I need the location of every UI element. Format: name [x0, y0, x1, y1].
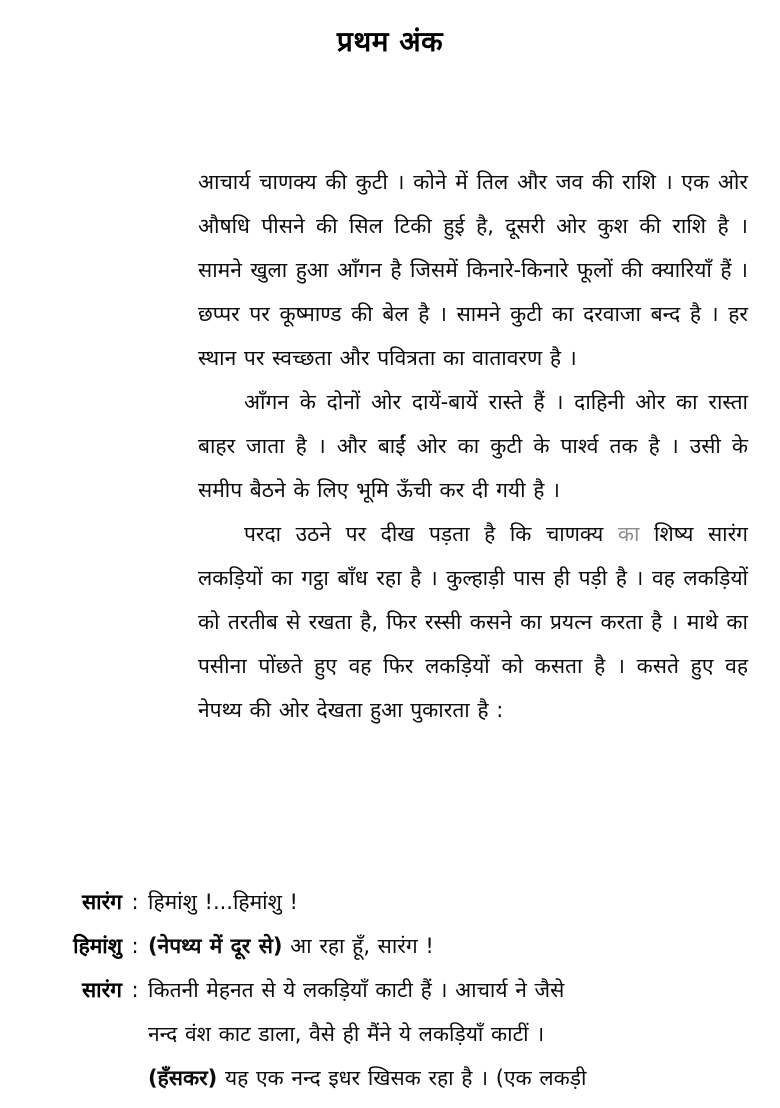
speech-text-line-2: नन्द वंश काट डाला, वैसे ही मैंने ये लकड़ियाँ काटीं । [148, 1022, 545, 1046]
speaker-name: सारंग [81, 890, 122, 914]
speech-text-remainder: आ रहा हूँ, सारंग ! [282, 934, 434, 958]
stage-direction-paragraph-2: आँगन के दोनों ओर दायें-बायें रास्ते हैं । दाहिनी ओर का रास्ता बाहर जाता है । और बाईं ओर का कुटी के पार्श्व तक है । उसी के समीप बैठने के लिए भूमि ऊँची कर दी गयी है । [198, 390, 748, 502]
inline-stage-direction: (नेपथ्य में दूर से) [148, 934, 283, 958]
speaker-colon: : [131, 978, 139, 1002]
stage-directions-block [198, 160, 748, 732]
inline-stage-direction: (हँसकर) [148, 1066, 218, 1090]
speech-text-line-1: कितनी मेहनत से ये लकड़ियाँ काटी हैं । आचार्य ने जैसे [148, 978, 565, 1002]
speaker-colon: : [131, 934, 139, 958]
speech-text: हिमांशु !...हिमांशु ! [148, 890, 298, 914]
dialogue-line [28, 968, 758, 1100]
speech-text [148, 924, 758, 968]
speaker-name: हिमांशु [73, 934, 122, 958]
dialogue-line [28, 924, 758, 968]
dialogue-block [28, 880, 758, 1100]
speaker-colon: : [131, 890, 139, 914]
paragraph-3-text-before-faded: परदा उठने पर दीख पड़ता है कि चाणक्य [244, 522, 618, 546]
stage-direction-paragraph-3 [198, 512, 748, 732]
speech-text [148, 968, 758, 1100]
page-title: प्रथम अंक [336, 25, 444, 58]
faded-word: का [617, 522, 640, 546]
speech-text-line-3-remainder: यह एक नन्द इधर खिसक रहा है । (एक लकड़ी [217, 1066, 587, 1090]
stage-direction-paragraph-1: आचार्य चाणक्य की कुटी । कोने में तिल और जव की राशि । एक ओर औषधि पीसने की सिल टिकी हुई है, दूसरी ओर कुश की राशि है । सामने खुला हुआ आँगन है जिसमें किनारे-किनारे फूलों की क्यारियाँ हैं । छप्पर पर कूष्माण्ड की बेल है । सामने कुटी का दरवाजा बन्द है । हर स्थान पर स्वच्छता और पवित्रता का वातावरण है । [198, 170, 748, 370]
speaker-name: सारंग [81, 978, 122, 1002]
paragraph-3-text-after-faded: शिष्य सारंग लकड़ियों का गट्ठा बाँध रहा है । कुल्हाड़ी पास ही पड़ी है । वह लकड़ियों को तरतीब से रखता है, फिर रस्सी कसने का प्रयत्न करता है । माथे का पसीना पोंछते हुए वह फिर लकड़ियों को कसता है । कसते हुए वह नेपथ्य की ओर देखता हुआ पुकारता है : [198, 522, 748, 722]
speech-text-line-3 [148, 1056, 758, 1100]
dialogue-line [28, 880, 758, 924]
